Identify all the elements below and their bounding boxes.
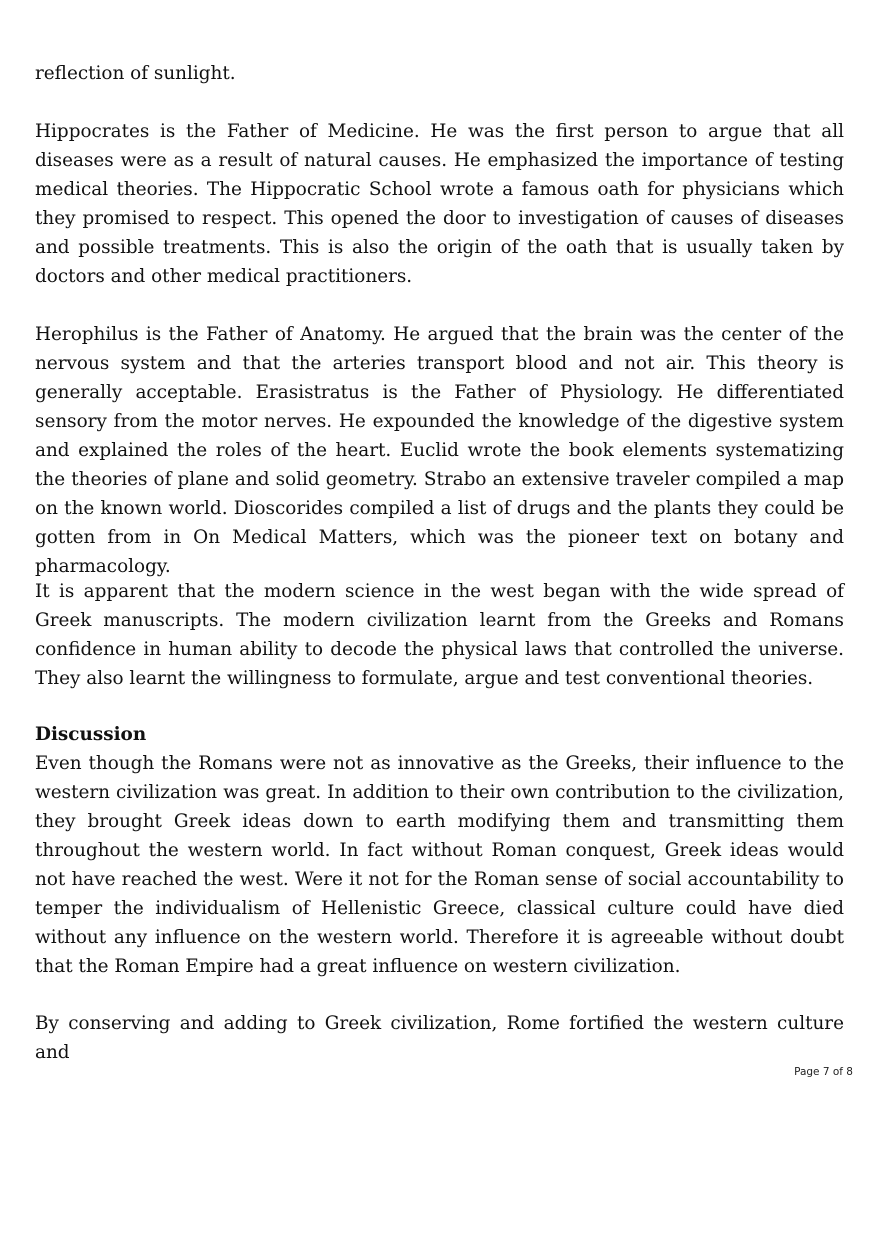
paragraph-text: It is apparent that the modern science in the west began with the wide spread of Greek manuscripts. The modern civilization learnt from the Greeks and Romans confidence in human ability to decode the physical laws that controlled the universe. They also learnt the willingness to formulate, argue and test conventional theories. [35, 581, 844, 689]
paragraph-text: reflection of sunlight. [35, 63, 236, 84]
paragraph-text: By conserving and adding to Greek civilization, Rome fortified the western culture and [35, 1013, 844, 1063]
paragraph-rome-conserving [35, 1009, 844, 1067]
paragraph-herophilus [35, 320, 844, 581]
discussion-section [35, 720, 844, 981]
page-number: Page 7 of 8 [794, 1066, 853, 1078]
paragraph-sunlight-fragment [35, 59, 844, 88]
paragraph-modern-science [35, 577, 844, 693]
paragraph-hippocrates [35, 117, 844, 291]
discussion-heading: Discussion [35, 724, 147, 745]
paragraph-text: Herophilus is the Father of Anatomy. He argued that the brain was the center of the nervous system and that the arteries transport blood and not air. This theory is generally acceptable. Erasistratus is the Father of Physiology. He differentiated sensory from the motor nerves. He expounded the knowledge of the digestive system and explained the roles of the heart. Euclid wrote the book elements systematizing the theories of plane and solid geometry. Strabo an extensive traveler compiled a map on the known world. Dioscorides compiled a list of drugs and the plants they could be gotten from in On Medical Matters, which was the pioneer text on botany and pharmacology. [35, 324, 844, 577]
paragraph-text: Hippocrates is the Father of Medicine. He was the first person to argue that all diseases were as a result of natural causes. He emphasized the importance of testing medical theories. The Hippocratic School wrote a famous oath for physicians which they promised to respect. This opened the door to investigation of causes of diseases and possible treatments. This is also the origin of the oath that is usually taken by doctors and other medical practitioners. [35, 121, 844, 287]
paragraph-text: Even though the Romans were not as innovative as the Greeks, their influence to the western civilization was great. In addition to their own contribution to the civilization, they brought Greek ideas down to earth modifying them and transmitting them throughout the western world. In fact without Roman conquest, Greek ideas would not have reached the west. Were it not for the Roman sense of social accountability to temper the individualism of Hellenistic Greece, classical culture could have died without any influence on the western world. Therefore it is agreeable without doubt that the Roman Empire had a great influence on western civilization. [35, 753, 844, 977]
